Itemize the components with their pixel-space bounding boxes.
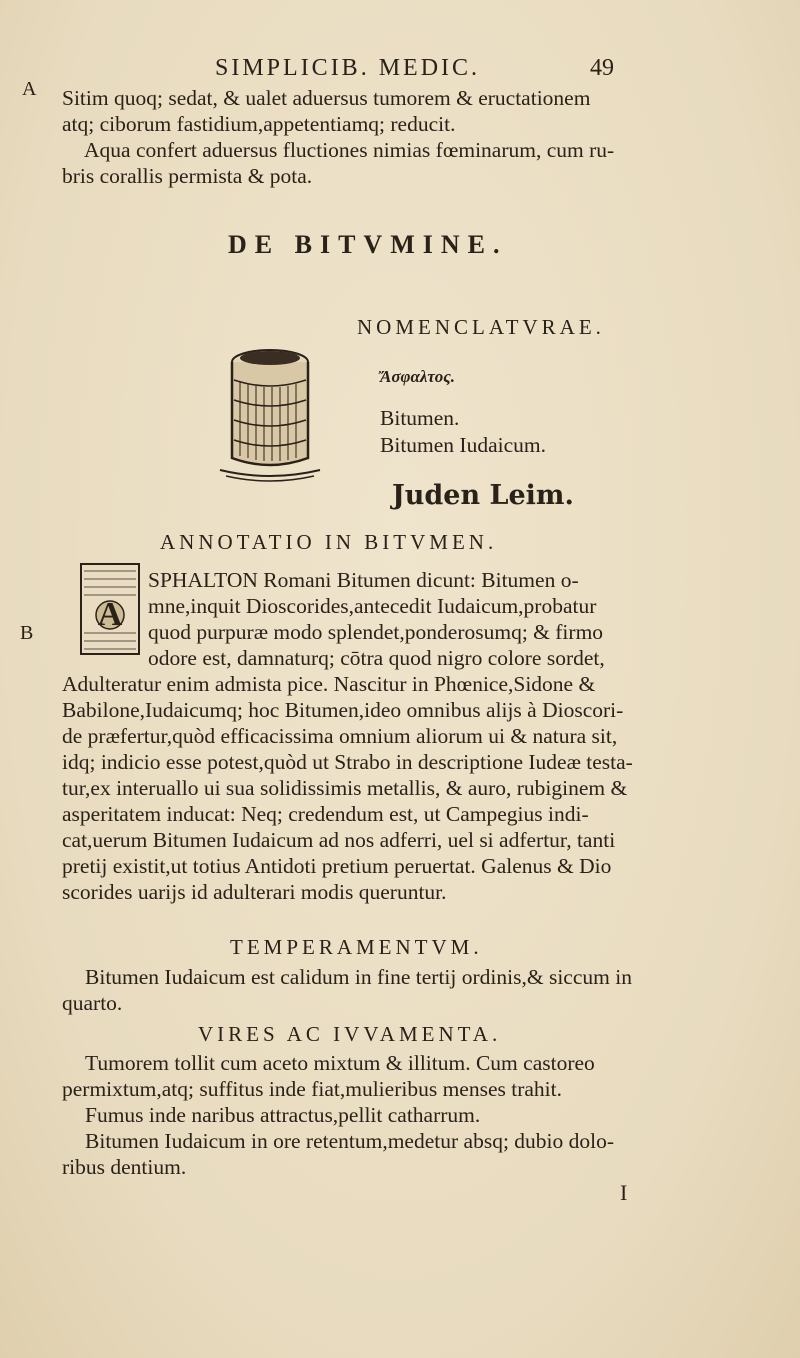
latin-name-2: Bitumen Iudaicum. [380, 433, 546, 457]
nomenclature-heading: NOMENCLATVRAE. [357, 315, 605, 339]
annotation-line-12: pretij existit,ut totius Antidoti pretium peruertat. Galenus & Dio [62, 854, 612, 878]
temperament-line-2: quarto. [62, 991, 123, 1015]
annotation-line-5: Adulteratur enim admista pice. Nascitur in Phœnice,Sidone & [62, 672, 596, 696]
running-header: SIMPLICIB. MEDIC. [215, 55, 481, 81]
annotation-line-4: odore est, damnaturq; cōtra quod nigro colore sordet, [148, 646, 605, 670]
vires-line-3: Fumus inde naribus attractus,pellit catharrum. [85, 1103, 481, 1127]
intro-line-2: atq; ciborum fastidium,appetentiamq; reducit. [62, 112, 456, 136]
intro-line-3: Aqua confert aduersus fluctiones nimias fœminarum, cum ru- [84, 138, 615, 162]
annotation-line-7: de præfertur,quòd efficacissima omnium aliorum ui & natura sit, [62, 724, 618, 748]
page-number: 49 [590, 55, 614, 81]
decorated-initial [80, 563, 140, 655]
temperament-line-1: Bitumen Iudaicum est calidum in fine tertij ordinis,& siccum in [85, 965, 632, 989]
margin-letter-b: B [20, 622, 34, 644]
annotation-line-9: tur,ex interuallo ui sua solidissimis metallis, & auro, rubiginem & [62, 776, 628, 800]
annotation-line-3: quod purpuræ modo splendet,ponderosumq; & firmo [148, 620, 604, 644]
vires-line-1: Tumorem tollit cum aceto mixtum & illitum. Cum castoreo [85, 1051, 595, 1075]
annotation-line-6: Babilone,Iudaicumq; hoc Bitumen,ideo omnibus alijs à Dioscori- [62, 698, 624, 722]
annotation-line-13: scorides uarijs id adulterari modis queruntur. [62, 880, 447, 904]
intro-line-4: bris corallis permista & pota. [62, 164, 313, 188]
intro-line-1: Sitim quoq; sedat, & ualet aduersus tumorem & eructationem [62, 86, 591, 110]
annotation-line-10: asperitatem inducat: Neq; credendum est, ut Campegius indi- [62, 802, 589, 826]
annotation-heading: ANNOTATIO IN BITVMEN. [160, 530, 498, 554]
vires-line-4: Bitumen Iudaicum in ore retentum,medetur absq; dubio dolo- [85, 1129, 615, 1153]
vires-line-2: permixtum,atq; suffitus inde fiat,mulieribus menses trahit. [62, 1077, 562, 1101]
latin-name-1: Bitumen. [380, 406, 460, 430]
greek-name: Ἄσφαλτος. [380, 367, 456, 386]
catchword: I [620, 1180, 628, 1205]
vires-heading: VIRES AC IVVAMENTA. [198, 1022, 502, 1046]
temperament-heading: TEMPERAMENTVM. [230, 935, 483, 959]
bitumen-vessel-illustration [200, 330, 340, 490]
annotation-line-8: idq; indicio esse potest,quòd ut Strabo in descriptione Iudeæ testa- [62, 750, 633, 774]
vires-line-5: ribus dentium. [62, 1155, 187, 1179]
annotation-line-2: mne,inquit Dioscorides,antecedit Iudaicum,probatur [148, 594, 597, 618]
initial-letter: A [97, 596, 123, 633]
annotation-line-11: cat,uerum Bitumen Iudaicum ad nos adferri, uel si adfertur, tanti [62, 828, 616, 852]
section-title: DE BITVMINE. [228, 230, 508, 259]
margin-letter-a: A [22, 78, 37, 100]
annotation-line-1: SPHALTON Romani Bitumen dicunt: Bitumen o- [148, 568, 579, 592]
german-name: Juden Leim. [392, 480, 574, 511]
